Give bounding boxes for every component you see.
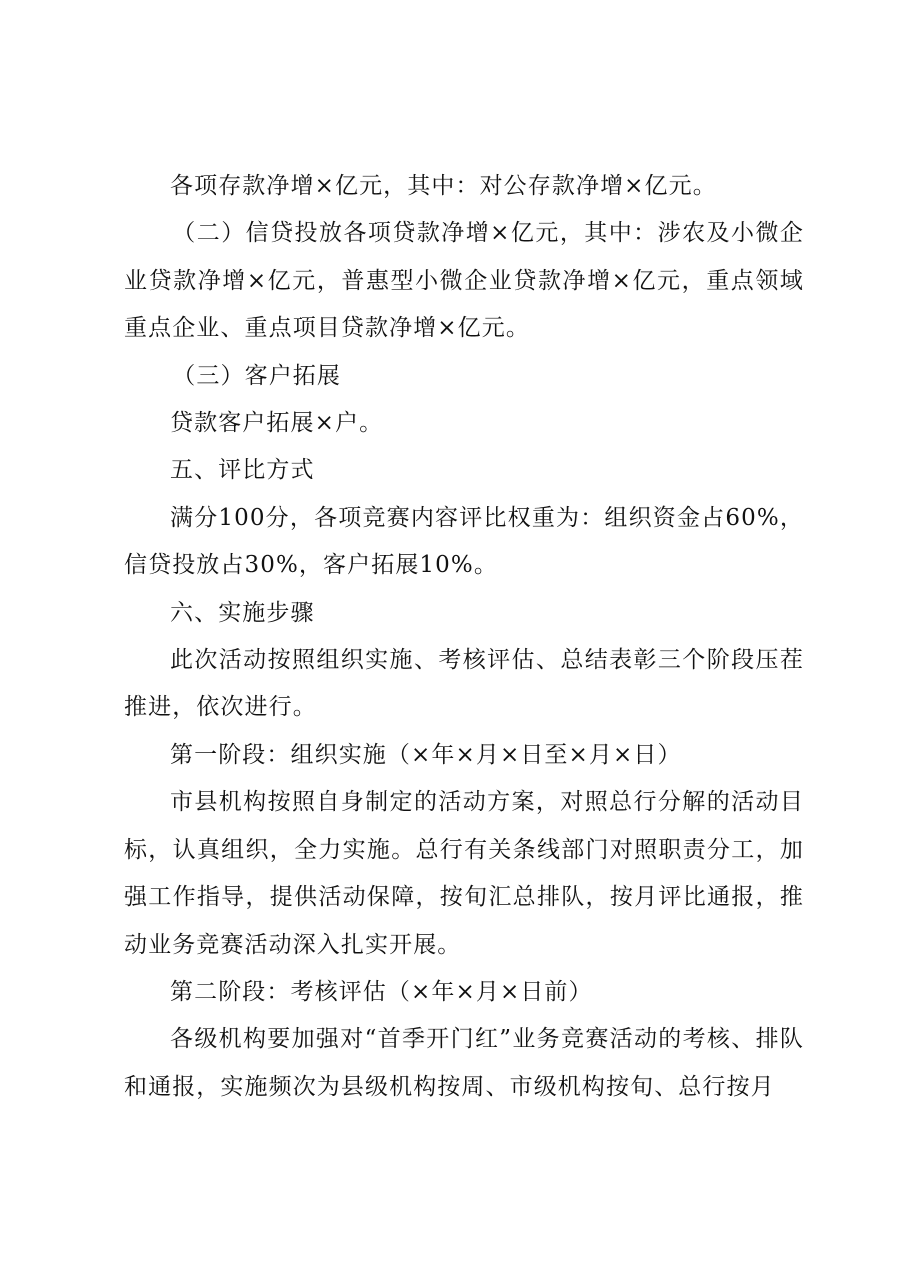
heading-implementation-steps: 六、实施步骤 <box>170 599 315 626</box>
paragraph-scoring-weights: 满分100分，各项竞赛内容评比权重为：组织资金占60%，信贷投放占30%，客户拓展10%。 <box>124 504 804 579</box>
heading-stage-two: 第二阶段：考核评估（×年×月×日前） <box>170 978 593 1005</box>
document-body <box>124 163 804 1111</box>
heading-stage-one: 第一阶段：组织实施（×年×月×日至×月×日） <box>170 741 682 768</box>
paragraph-stage-two-details: 各级机构要加强对“首季开门红”业务竞赛活动的考核、排队和通报，实施频次为县级机构按周、市级机构按旬、总行按月 <box>124 1026 804 1100</box>
heading-customer-expansion: （三）客户拓展 <box>172 362 341 389</box>
paragraph-three-stages: 此次活动按照组织实施、考核评估、总结表彰三个阶段压茬推进，依次进行。 <box>124 647 804 721</box>
paragraph-stage-one-details: 市县机构按照自身制定的活动方案，对照总行分解的活动目标，认真组织，全力实施。总行有关条线部门对照职责分工，加强工作指导，提供活动保障，按旬汇总排队，按月评比通报，推动业务竞赛活动深入扎实开展。 <box>124 789 804 958</box>
paragraph-credit-lending: （二）信贷投放各项贷款净增×亿元，其中：涉农及小微企业贷款净增×亿元，普惠型小微企业贷款净增×亿元，重点领域重点企业、重点项目贷款净增×亿元。 <box>124 220 804 342</box>
heading-evaluation-method: 五、评比方式 <box>170 457 315 484</box>
paragraph-loan-customers: 贷款客户拓展×户。 <box>170 410 384 437</box>
paragraph-deposits: 各项存款净增×亿元，其中：对公存款净增×亿元。 <box>170 173 717 199</box>
